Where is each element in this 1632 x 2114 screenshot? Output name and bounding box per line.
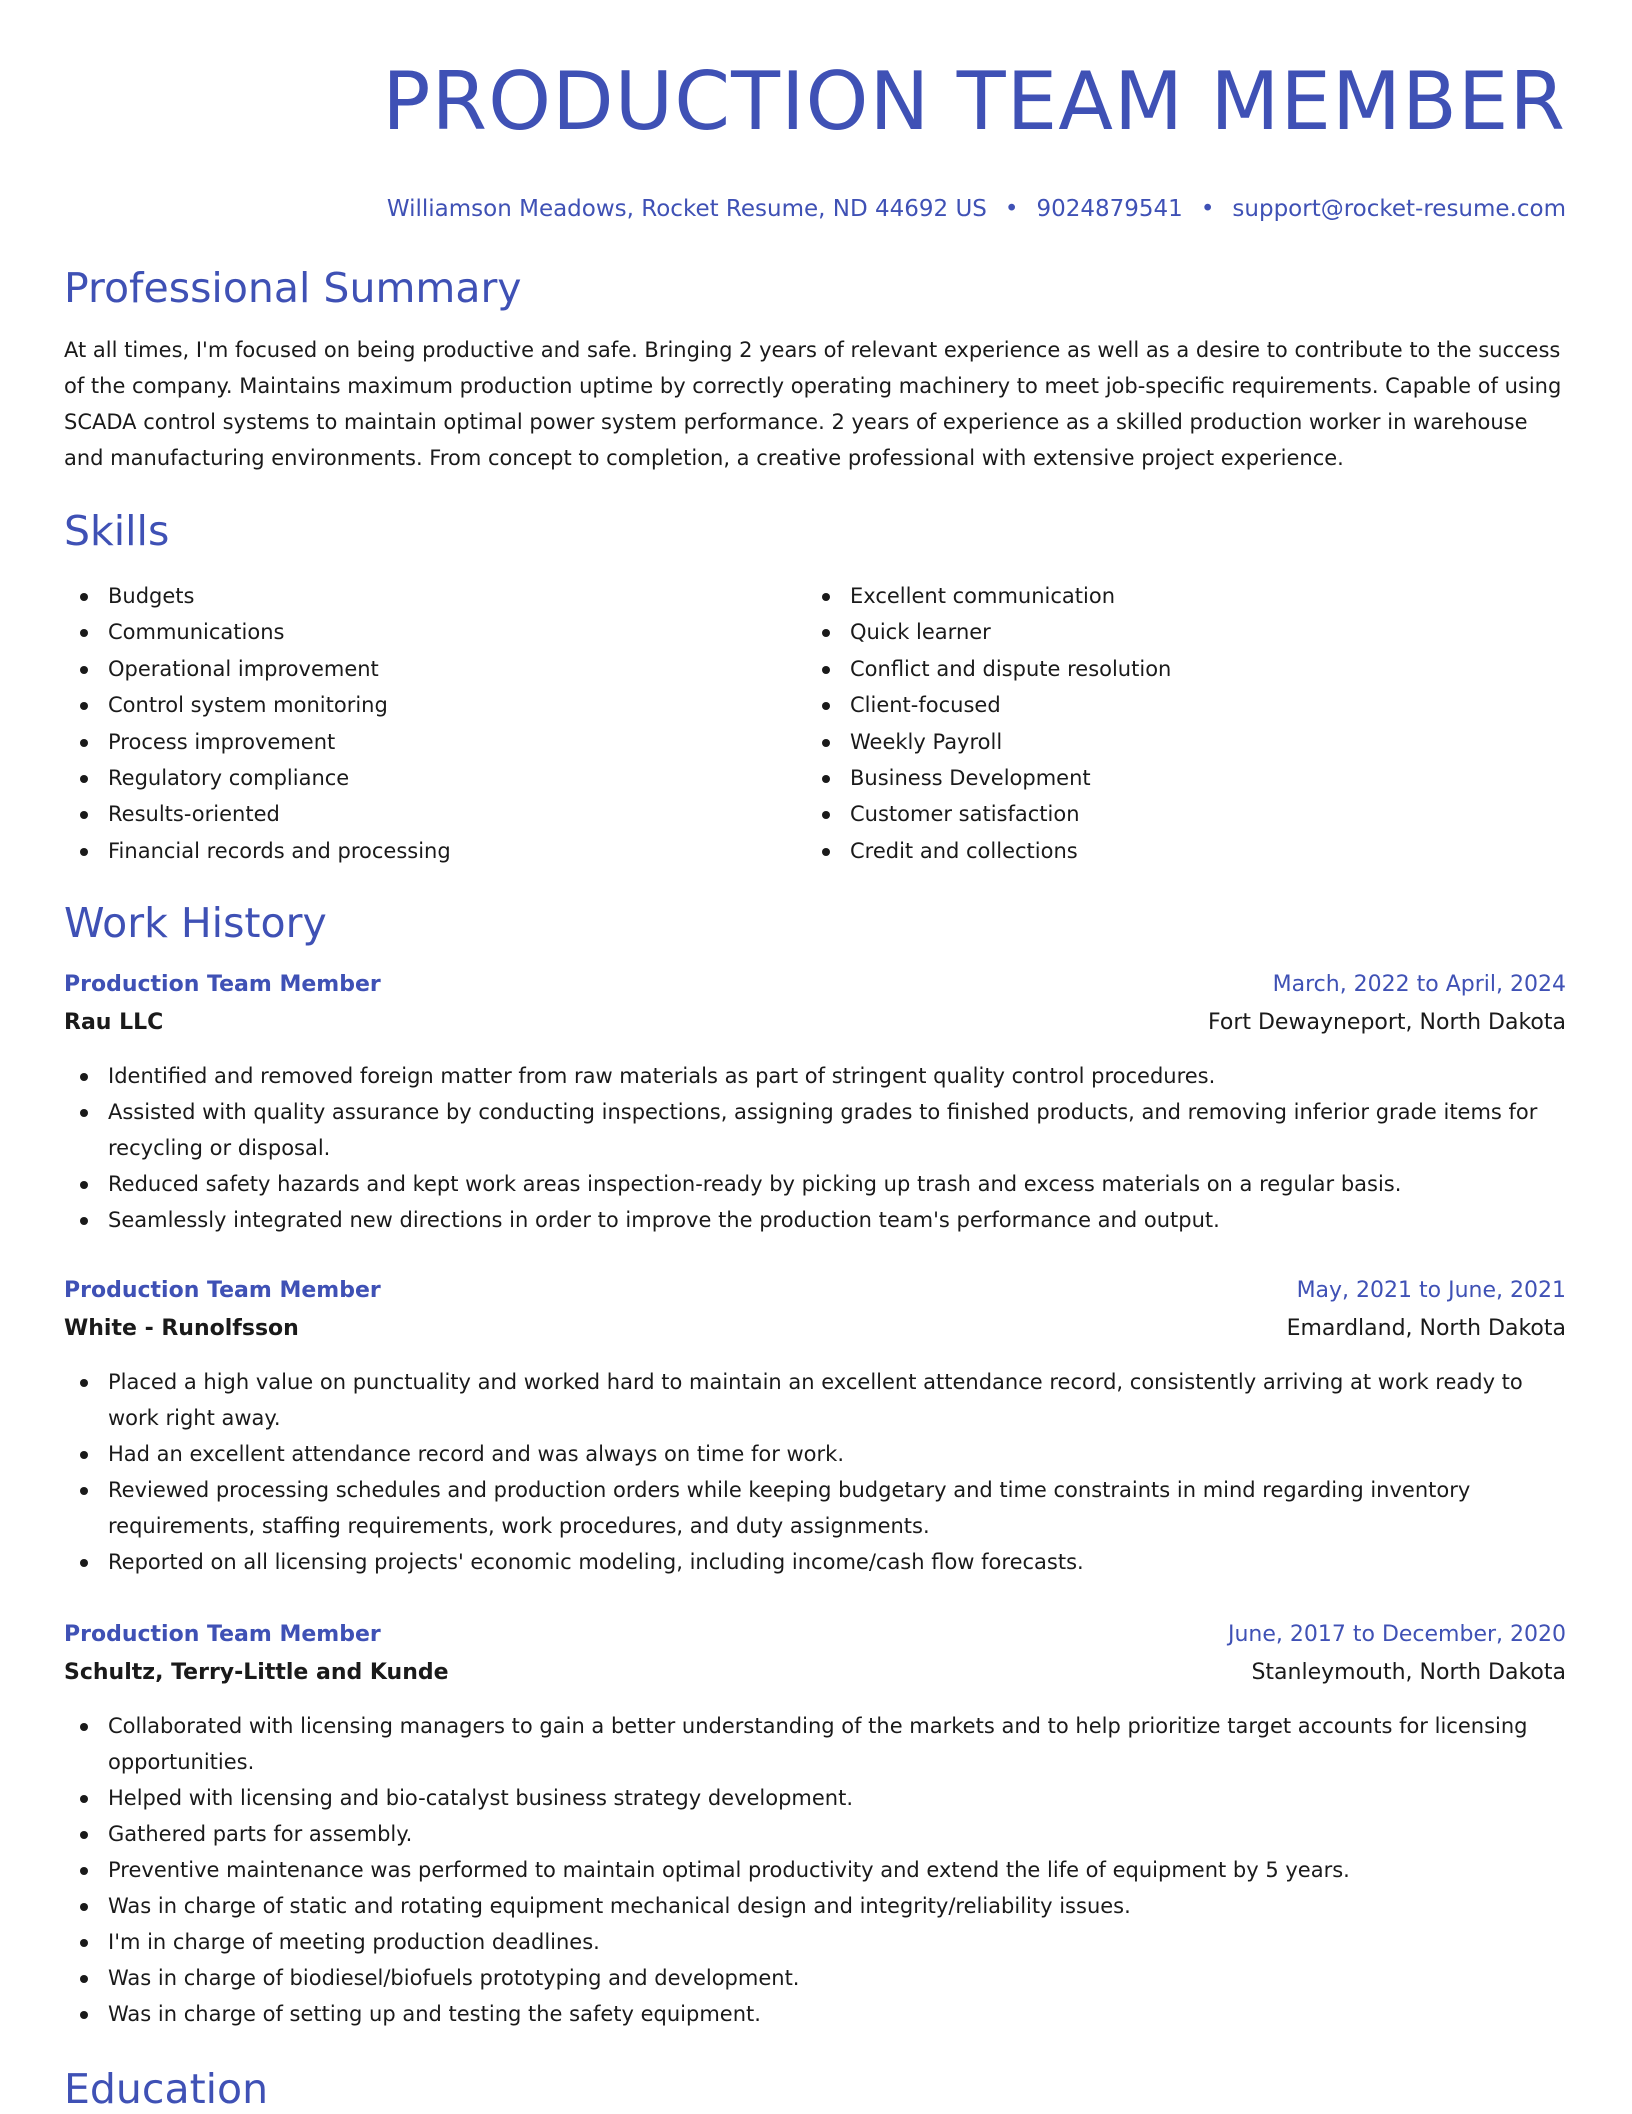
summary-text: At all times, I'm focused on being productive and safe. Bringing 2 years of relevant experience as well as a desire to contribute to the success of the company. Maintains maximum production uptime by correctly operating machinery to meet job-specific requirements. Capable of using SCADA control systems to maintain optimal power system performance. 2 years of experience as a skilled production worker in warehouse and manufacturing environments. From concept to completion, a creative professional with extensive project experience. <box>64 338 1562 470</box>
skill-item: Budgets <box>64 578 806 614</box>
job-bullet: Collaborated with licensing managers to gain a better understanding of the markets and to help prioritize target accounts for licensing opportunities. <box>64 1708 1566 1780</box>
job-header <box>64 1276 1566 1306</box>
job-bullet: Reviewed processing schedules and production orders while keeping budgetary and time constraints in mind regarding inventory requirements, staffing requirements, work procedures, and duty assignments. <box>64 1472 1566 1544</box>
job-bullet: Preventive maintenance was performed to maintain optimal productivity and extend the life of equipment by 5 years. <box>64 1852 1566 1888</box>
contact-phone: 9024879541 <box>1036 196 1183 222</box>
skill-item: Weekly Payroll <box>806 724 1548 760</box>
job-subheader <box>64 1658 1566 1688</box>
skill-item: Client-focused <box>806 687 1548 723</box>
job-bullet: Helped with licensing and bio-catalyst business strategy development. <box>64 1780 1566 1816</box>
skills-column-right <box>806 578 1548 869</box>
job-bullet: I'm in charge of meeting production deadlines. <box>64 1924 1566 1960</box>
job-bullet: Placed a high value on punctuality and worked hard to maintain an excellent attendance record, consistently arriving at work ready to work right away. <box>64 1364 1566 1436</box>
job-dates: May, 2021 to June, 2021 <box>1296 1278 1566 1303</box>
job-bullet: Reduced safety hazards and kept work areas inspection-ready by picking up trash and excess materials on a regular basis. <box>64 1166 1566 1202</box>
work-history-heading: Work History <box>64 899 327 947</box>
skill-item: Excellent communication <box>806 578 1548 614</box>
job-bullet: Was in charge of setting up and testing the safety equipment. <box>64 1996 1566 2032</box>
job-bullets <box>64 1364 1566 1580</box>
job-bullet: Assisted with quality assurance by conducting inspections, assigning grades to finished products, and removing inferior grade items for recycling or disposal. <box>64 1094 1566 1166</box>
resume-page <box>64 0 1566 2113</box>
resume-title: PRODUCTION TEAM MEMBER <box>382 55 1566 148</box>
skills-list <box>64 578 1566 869</box>
job-subheader <box>64 1314 1566 1344</box>
job-bullet: Identified and removed foreign matter from raw materials as part of stringent quality control procedures. <box>64 1058 1566 1094</box>
job-bullet: Was in charge of static and rotating equipment mechanical design and integrity/reliability issues. <box>64 1888 1566 1924</box>
skill-item: Results-oriented <box>64 796 806 832</box>
job-location: Fort Dewayneport, North Dakota <box>1208 1010 1566 1035</box>
contact-email: support@rocket-resume.com <box>1232 196 1566 222</box>
skill-item: Process improvement <box>64 724 806 760</box>
education-heading: Education <box>64 2065 269 2113</box>
skills-heading: Skills <box>64 507 170 555</box>
job-location: Emardland, North Dakota <box>1286 1316 1566 1341</box>
job-bullets <box>64 1058 1566 1238</box>
job-company: White - Runolfsson <box>64 1316 299 1341</box>
summary-heading: Professional Summary <box>64 264 522 312</box>
job-title: Production Team Member <box>64 972 381 997</box>
skill-item: Conflict and dispute resolution <box>806 651 1548 687</box>
job-bullet: Gathered parts for assembly. <box>64 1816 1566 1852</box>
job-bullet: Was in charge of biodiesel/biofuels prototyping and development. <box>64 1960 1566 1996</box>
contact-separator: • <box>1200 196 1215 222</box>
job-subheader <box>64 1008 1566 1038</box>
skills-column-left <box>64 578 806 869</box>
skill-item: Quick learner <box>806 614 1548 650</box>
job-entry <box>64 1620 1566 2032</box>
job-entry <box>64 970 1566 1238</box>
contact-separator: • <box>1004 196 1019 222</box>
job-header <box>64 1620 1566 1650</box>
job-bullet: Seamlessly integrated new directions in order to improve the production team's performance and output. <box>64 1202 1566 1238</box>
job-dates: March, 2022 to April, 2024 <box>1272 972 1566 997</box>
job-bullet: Had an excellent attendance record and was always on time for work. <box>64 1436 1566 1472</box>
skill-item: Customer satisfaction <box>806 796 1548 832</box>
job-location: Stanleymouth, North Dakota <box>1251 1660 1566 1685</box>
job-bullets <box>64 1708 1566 2032</box>
contact-line <box>64 194 1566 224</box>
job-entry <box>64 1276 1566 1580</box>
skill-item: Control system monitoring <box>64 687 806 723</box>
skill-item: Credit and collections <box>806 833 1548 869</box>
job-title: Production Team Member <box>64 1278 381 1303</box>
skill-item: Financial records and processing <box>64 833 806 869</box>
skill-item: Operational improvement <box>64 651 806 687</box>
job-header <box>64 970 1566 1000</box>
skill-item: Business Development <box>806 760 1548 796</box>
skill-item: Regulatory compliance <box>64 760 806 796</box>
job-bullet: Reported on all licensing projects' economic modeling, including income/cash flow forecasts. <box>64 1544 1566 1580</box>
job-company: Rau LLC <box>64 1010 164 1035</box>
skill-item: Communications <box>64 614 806 650</box>
job-dates: June, 2017 to December, 2020 <box>1227 1622 1566 1647</box>
contact-address: Williamson Meadows, Rocket Resume, ND 44692 US <box>386 196 987 222</box>
job-company: Schultz, Terry-Little and Kunde <box>64 1660 449 1685</box>
job-title: Production Team Member <box>64 1622 381 1647</box>
